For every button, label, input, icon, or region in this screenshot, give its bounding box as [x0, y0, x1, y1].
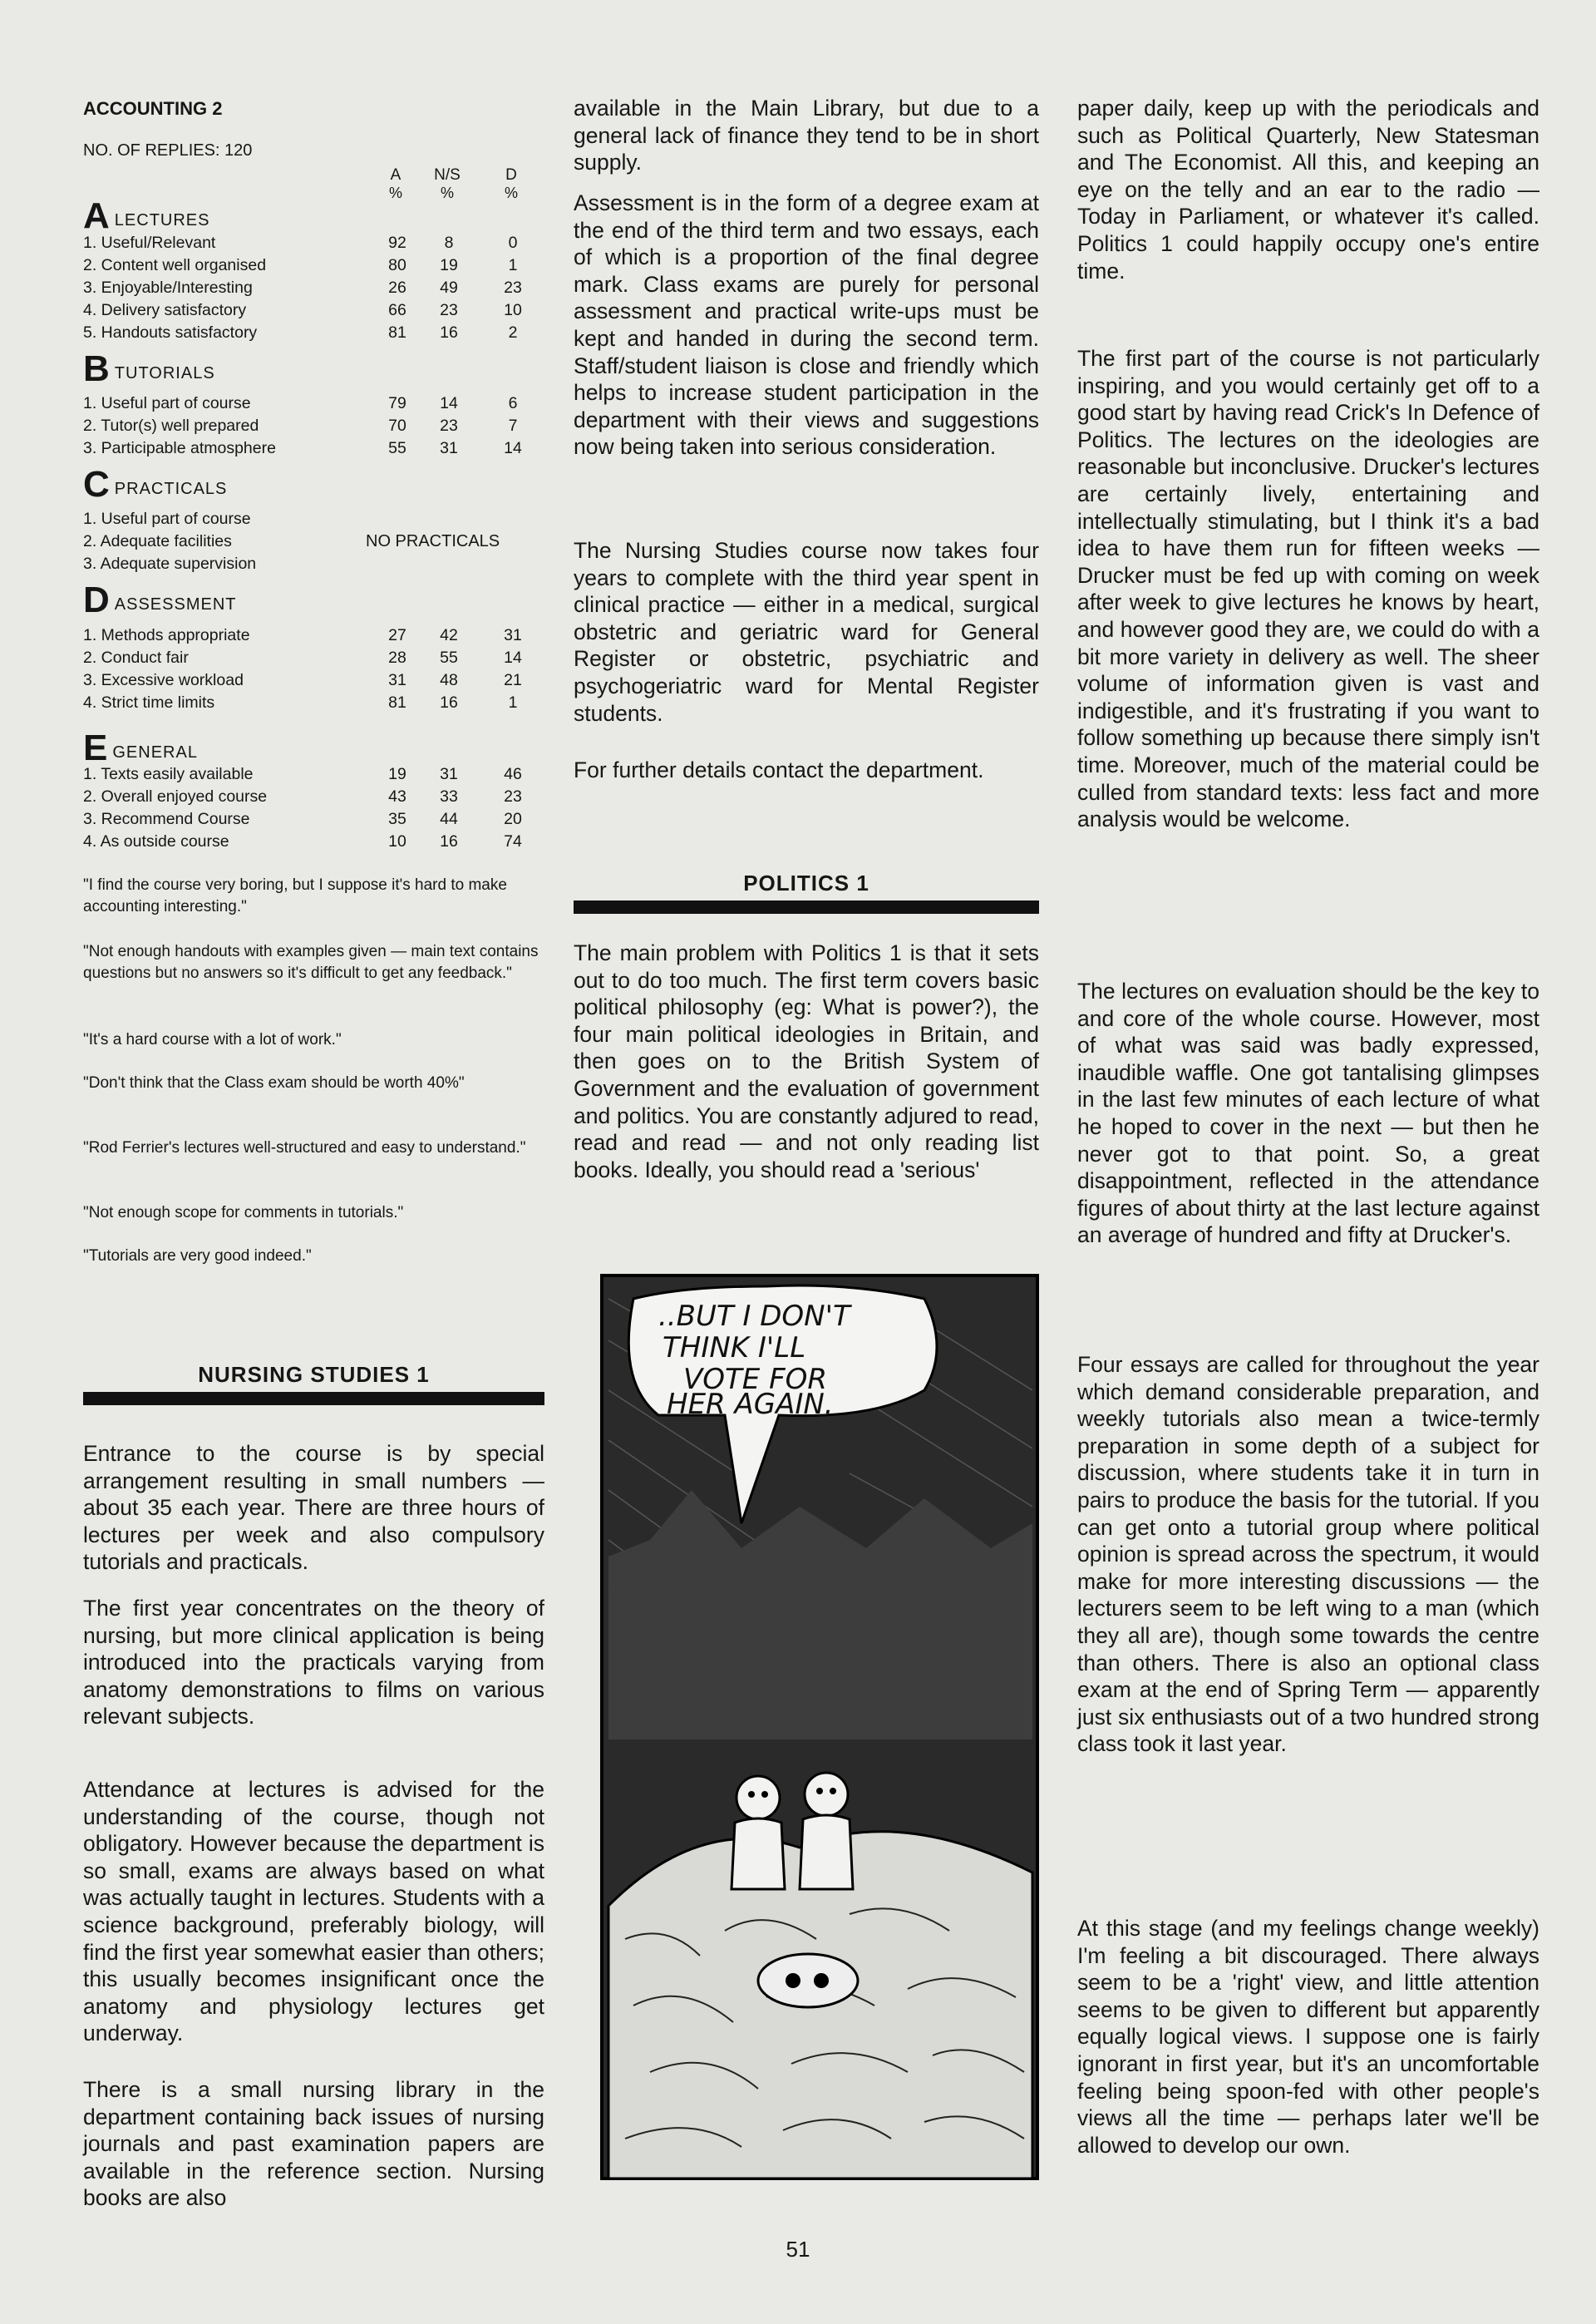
table-row: 2. Overall enjoyed course 43 33 23: [83, 787, 522, 806]
table-row: 3. Excessive workload 31 48 21: [83, 671, 522, 689]
table-row: 1. Useful part of course: [83, 510, 251, 528]
politics-paragraph: The main problem with Politics 1 is that it sets out to do too much. The first term covers basic political philosophy (eg: What is power?), the four main political ideologies in Britain, and then goes on to the British System of Government and the evaluation of government and politics. You are constantly adjured to read, read and read — and not only reading list books. Ideally, you should read a 'serious': [574, 940, 1039, 1182]
table-row: 3. Enjoyable/Interesting 26 49 23: [83, 279, 522, 297]
table-row: 2. Conduct fair 28 55 14: [83, 649, 522, 667]
heading-rule: [574, 900, 1039, 914]
table-row: 1. Texts easily available 19 31 46: [83, 765, 522, 783]
table-row: 4. Delivery satisfactory 66 23 10: [83, 301, 522, 319]
table-row: 1. Useful part of course 79 14 6: [83, 394, 518, 412]
speech-line: HER AGAIN.: [667, 1388, 834, 1421]
section-practicals: CPRACTICALS: [83, 464, 228, 505]
table-row: 4. Strict time limits 81 16 1: [83, 693, 518, 712]
nursing-paragraph: For further details contact the department.: [574, 757, 984, 782]
nursing-paragraph: available in the Main Library, but due to a general lack of finance they tend to be in short supply.: [574, 96, 1039, 175]
header-a: A %: [388, 166, 402, 201]
student-quote: "Not enough handouts with examples given — main text contains questions but no answers so it's difficult to get any feedback.": [83, 943, 539, 982]
table-row: 5. Handouts satisfactory 81 16 2: [83, 323, 518, 342]
table-row: 3. Recommend Course 35 44 20: [83, 810, 522, 828]
table-row: 2. Tutor(s) well prepared 70 23 7: [83, 417, 518, 435]
nursing-paragraph: There is a small nursing library in the department containing back issues of nursing journals and past examination papers are available in the reference section. Nursing books are also: [83, 2077, 544, 2211]
page-number: 51: [786, 2237, 810, 2262]
politics-paragraph: Four essays are called for throughout the year which demand considerable preparation, and weekly tutorials also mean a twice-termly preparation in some depth of a subject for discussion, where students take it in turn in pairs to produce the basis for the tutorial. If you can get onto a tutorial group where political opinion is spread across the spectrum, it would make for more interesting discussions — the lecturers seem to be left wing to a man (which they all are), though some towards the centre than others. There is also an optional class exam at the end of Spring Term — apparently just six enthusiasts out of a two hundred strong class took it last year.: [1077, 1352, 1539, 1757]
header-d: D %: [504, 166, 518, 201]
nursing-paragraph: The first year concentrates on the theory of nursing, but more clinical application is being introduced into the practicals varying from anatomy demonstrations to films on various relevant subjects.: [83, 1596, 544, 1729]
heading-rule: [83, 1392, 544, 1405]
section-assessment: DASSESSMENT: [83, 580, 237, 620]
no-practicals-note: NO PRACTICALS: [366, 532, 500, 550]
nursing-paragraph: Assessment is in the form of a degree exam at the end of the third term and two essays, each of which is a proportion of the final degree mark. Class exams are purely for personal assessment and practical write-ups must be kept and handed in during the second term. Staff/student liaison is close and friendly which helps to increase student participation in the department with their views and suggestions now being taken into serious consideration.: [574, 190, 1039, 460]
student-quote: "Don't think that the Class exam should be worth 40%": [83, 1074, 465, 1092]
student-quote: "Tutorials are very good indeed.": [83, 1247, 312, 1265]
table-row: 2. Adequate facilities NO PRACTICALS: [83, 532, 500, 550]
table-row: 3. Participable atmosphere 55 31 14: [83, 439, 522, 457]
table-row: 1. Methods appropriate 27 42 31: [83, 626, 522, 644]
nursing-heading: NURSING STUDIES 1: [198, 1362, 430, 1387]
section-general: EGENERAL: [83, 728, 198, 768]
politics-paragraph: At this stage (and my feelings change weekly) I'm feeling a bit discouraged. There always seem to be a 'right' view, and little attention seems to be given to different but apparently equally logical views. I suppose one is fairly ignorant in first year, but it's an uncomfortable feeling being spoon-fed with other people's views all the time — perhaps later we'll be allowed to develop our own.: [1077, 1916, 1539, 2158]
nursing-paragraph: The Nursing Studies course now takes four years to complete with the third year spent in clinical practice — either in a medical, surgical obstetric and geriatric ward for General Register or obstetric, psychiatric and psychogeriatric ward for Mental Register students.: [574, 538, 1039, 726]
accounting-title: ACCOUNTING 2: [83, 98, 223, 119]
section-tutorials: BTUTORIALS: [83, 348, 215, 389]
table-row: 3. Adequate supervision: [83, 555, 257, 573]
speech-line: ..BUT I DON'T: [658, 1300, 850, 1333]
politics-paragraph: The lectures on evaluation should be the key to and core of the whole course. However, most of what was said was badly expressed, inaudible waffle. One got tantalising glimpses in the last few minutes of each lecture of what he hoped to cover in the next — but then he never got to that point. So, a great disappointment, reflected in the attendance figures of about thirty at the last lecture against an average of hundred and fifty at Drucker's.: [1077, 979, 1539, 1248]
section-lectures: ALECTURES: [83, 195, 210, 236]
header-ns: N/S %: [434, 166, 461, 201]
student-quote: "I find the course very boring, but I suppose it's hard to make accounting interesting.": [83, 876, 507, 915]
table-row: 4. As outside course 10 16 74: [83, 832, 522, 851]
nursing-paragraph: Attendance at lectures is advised for the understanding of the course, though not obligatory. However because the department is so small, exams are always based on what was actually taught in lectures. Students with a science background, preferably biology, will find the first year somewhat easier than others; this usually becomes insignificant once the anatomy and physiology lectures get underway.: [83, 1777, 544, 2046]
political-cartoon: [600, 1274, 1039, 2180]
nursing-paragraph: Entrance to the course is by special arrangement resulting in small numbers — about 35 each year. There are three hours of lectures per week and also compulsory tutorials and practicals.: [83, 1441, 544, 1575]
student-quote: "Not enough scope for comments in tutorials.": [83, 1204, 404, 1221]
student-quote: "Rod Ferrier's lectures well-structured and easy to understand.": [83, 1139, 526, 1157]
politics-paragraph: paper daily, keep up with the periodicals and such as Political Quarterly, New Statesman and The Economist. All this, and keeping an eye on the telly and an ear to the radio — Today in Parliament, or whatever it's called. Politics 1 could happily occupy one's entire time.: [1077, 96, 1539, 284]
speech-line: THINK I'LL: [663, 1331, 806, 1364]
politics-paragraph: The first part of the course is not particularly inspiring, and you would certainly get off to a good start by having read Crick's In Defence of Politics. The lectures on the ideologies are reasonable but inconclusive. Drucker's lectures are certainly lively, entertaining and intellectually stimulating, but I think it's a bad idea to have them run for fifteen weeks — Drucker must be fed up with coming on week after week to give lectures he knows by heart, and however good they are, we could do with a bit more variety in delivery as well. The sheer volume of information given is vast and indigestible, and it's frustrating if you want to follow something up because there simply isn't time. Moreover, much of the material could be culled from standard texts: less fact and more analysis would be welcome.: [1077, 346, 1539, 832]
table-row: 1. Useful/Relevant 92 8 0: [83, 234, 518, 252]
replies-count: NO. OF REPLIES: 120: [83, 141, 253, 160]
figure-left: [732, 1776, 785, 1889]
student-quote: "It's a hard course with a lot of work.": [83, 1031, 342, 1049]
politics-heading: POLITICS 1: [743, 871, 869, 896]
speech-line: VOTE FOR: [683, 1363, 828, 1396]
figure-right: [800, 1773, 853, 1889]
table-row: 2. Content well organised 80 19 1: [83, 256, 518, 274]
